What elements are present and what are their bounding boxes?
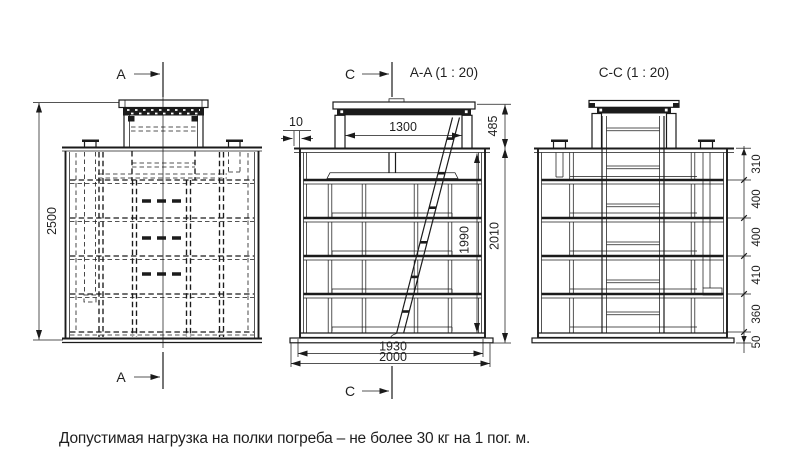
front-view <box>33 62 262 389</box>
aa-shelves <box>304 153 482 334</box>
dim-2010-label: 2010 <box>487 222 502 250</box>
front-body-outline <box>62 140 262 343</box>
view-title-aa: A-A (1 : 20) <box>409 65 479 80</box>
section-line-c-bottom <box>362 366 392 399</box>
dim-1990-label: 1990 <box>457 226 472 254</box>
dim-485-label: 485 <box>486 115 500 137</box>
section-marker-a-top: A <box>116 66 126 82</box>
dim-360-label: 360 <box>751 304 763 324</box>
front-hatch-neck <box>119 100 208 148</box>
dim-1930-label: 1930 <box>379 339 407 354</box>
load-note: Допустимая нагрузка на полки погреба – не более 30 кг на 1 пог. м. <box>59 430 531 447</box>
section-line-c-top <box>362 62 392 97</box>
view-title-cc: C-C (1 : 20) <box>598 65 670 80</box>
section-marker-a-bottom: A <box>116 369 126 385</box>
cc-shelves <box>542 153 724 334</box>
dim-10-label: 10 <box>289 115 303 129</box>
dim-400a-label: 400 <box>751 189 763 209</box>
section-marker-c-bottom: C <box>344 383 356 399</box>
dim-2000-label: 2000 <box>379 350 407 364</box>
cc-dim-chain <box>726 146 751 353</box>
dim-400b-label: 400 <box>751 227 763 247</box>
dim-310-label: 310 <box>751 154 763 174</box>
dim-50-label: 50 <box>751 335 763 349</box>
dim-1300-label: 1300 <box>389 120 417 134</box>
section-aa-view <box>281 62 511 399</box>
section-cc-view <box>532 65 763 353</box>
dim-410-label: 410 <box>751 265 763 285</box>
front-hidden-structure <box>70 151 254 337</box>
section-marker-c-top: C <box>344 66 356 82</box>
cc-vent-pipes <box>556 153 722 296</box>
dim-2500-label: 2500 <box>45 207 59 235</box>
aa-ladder <box>391 118 460 338</box>
